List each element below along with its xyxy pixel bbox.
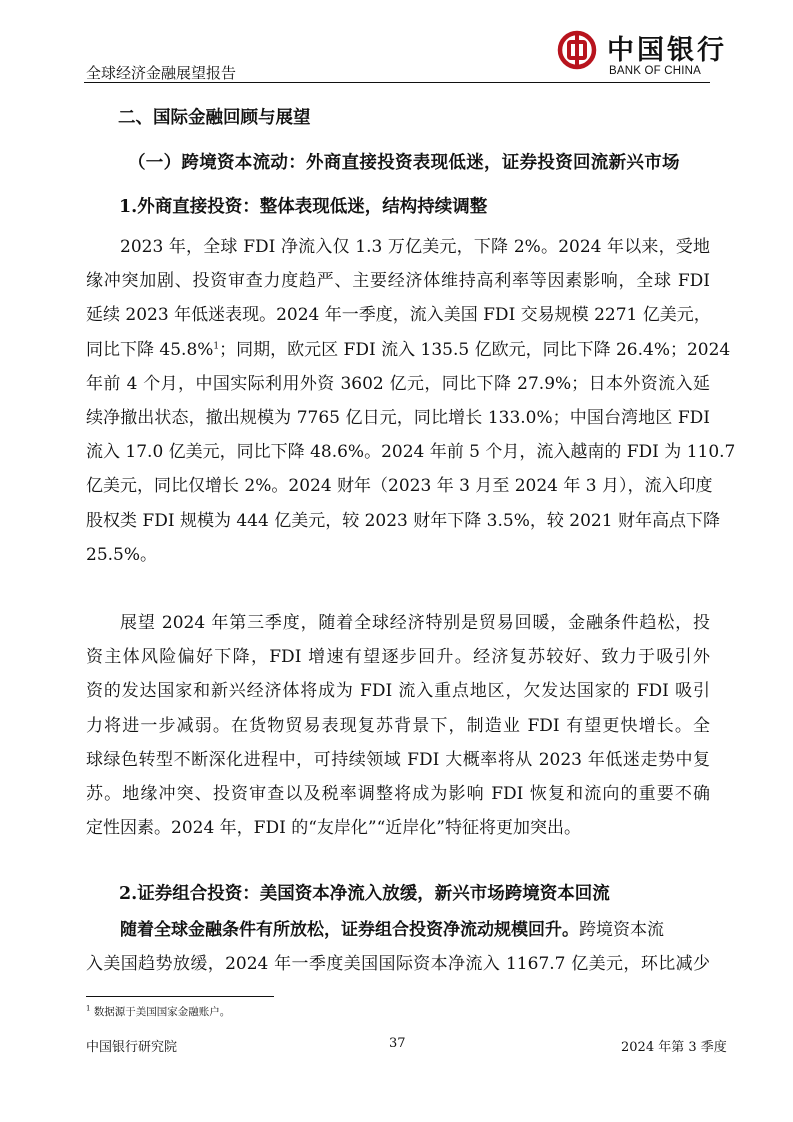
text-line: 定性因素。2024 年，FDI 的“友岸化”“近岸化”特征将更加突出。 [86,818,581,839]
logo-chinese-text: 中国银行 [607,35,727,66]
text-line: 25.5%。 [86,544,158,565]
text-line: 力将进一步减弱。在货物贸易表现复苏背景下，制造业 FDI 有望更快增长。全 [86,715,710,736]
bank-of-china-emblem-icon [557,30,597,70]
section-title: 二、国际金融回顾与展望 [118,108,311,128]
text-line [86,333,731,367]
text-line: 续净撤出状态，撤出规模为 7765 亿日元，同比增长 133.0%；中国台湾地区 FDI [86,407,710,428]
text-line: 流入 17.0 亿美元，同比下降 48.6%。2024 年前 5 个月，流入越南的 FDI 为 110.7 [86,442,736,463]
logo-english-text: BANK OF CHINA [609,65,702,77]
footnote-divider [86,996,274,997]
footnote-reference: 1 [213,340,220,351]
bold-lead-sentence: 随着全球金融条件有所放松，证券组合投资净流动规模回升。 [120,920,579,940]
text-line: 展望 2024 年第三季度，随着全球经济特别是贸易回暖，金融条件趋松，投 [120,613,710,633]
text-segment: ；同期，欧元区 FDI 流入 135.5 亿欧元，同比下降 26.4%；2024 [219,339,731,360]
footer-period: 2024 年第 3 季度 [621,1040,727,1055]
text-line [86,913,710,947]
text-line: 年前 4 个月，中国实际利用外资 3602 亿元，同比下降 27.9%；日本外资流入延 [86,373,710,394]
heading-portfolio-investment: 2.证券组合投资：美国资本净流入放缓，新兴市场跨境资本回流 [119,884,610,904]
text-line: 亿美元，同比仅增长 2%。2024 财年（2023 年 3 月至 2024 年 3 月），流入印度 [86,476,713,497]
paragraph-fdi-outlook [86,606,710,845]
text-line: 资的发达国家和新兴经济体将成为 FDI 流入重点地区，欠发达国家的 FDI 吸引 [86,681,710,702]
text-line: 球绿色转型不断深化进程中，可持续领域 FDI 大概率将从 2023 年低迷走势中复 [86,749,710,770]
subsection-title: （一）跨境资本流动：外商直接投资表现低迷，证券投资回流新兴市场 [128,153,680,173]
heading-fdi: 1.外商直接投资：整体表现低迷，结构持续调整 [119,197,488,217]
text-line: 股权类 FDI 规模为 444 亿美元，较 2023 财年下降 3.5%，较 2021 财年高点下降 [86,510,720,531]
header-divider [84,82,710,83]
text-segment: 同比下降 45.8% [86,339,214,360]
text-line: 缘冲突加剧、投资审查力度趋严、主要经济体维持高利率等因素影响，全球 FDI [86,271,710,292]
text-line: 入美国趋势放缓，2024 年一季度美国国际资本净流入 1167.7 亿美元，环比减少 [86,954,710,975]
text-line: 资主体风险偏好下降，FDI 增速有望逐步回升。经济复苏较好、致力于吸引外 [86,647,710,668]
footnote-text: 数据源于美国国家金融账户。 [93,1006,231,1018]
footnote-marker: 1 [86,1004,91,1013]
text-line: 延续 2023 年低迷表现。2024 年一季度，流入美国 FDI 交易规模 2271 亿美元， [86,305,711,326]
bank-of-china-logo [557,28,727,78]
text-line: 2023 年，全球 FDI 净流入仅 1.3 万亿美元，下降 2%。2024 年以来，受地 [120,237,710,257]
text-segment: 跨境资本流 [579,920,664,940]
text-line: 苏。地缘冲突、投资审查以及税率调整将成为影响 FDI 恢复和流向的重要不确 [86,783,710,804]
footnote [86,1004,230,1019]
page-number: 37 [389,1036,406,1051]
paragraph-fdi-review [86,230,736,572]
footer-institute: 中国银行研究院 [86,1040,178,1055]
report-title: 全球经济金融展望报告 [86,64,237,82]
paragraph-portfolio [86,913,710,981]
